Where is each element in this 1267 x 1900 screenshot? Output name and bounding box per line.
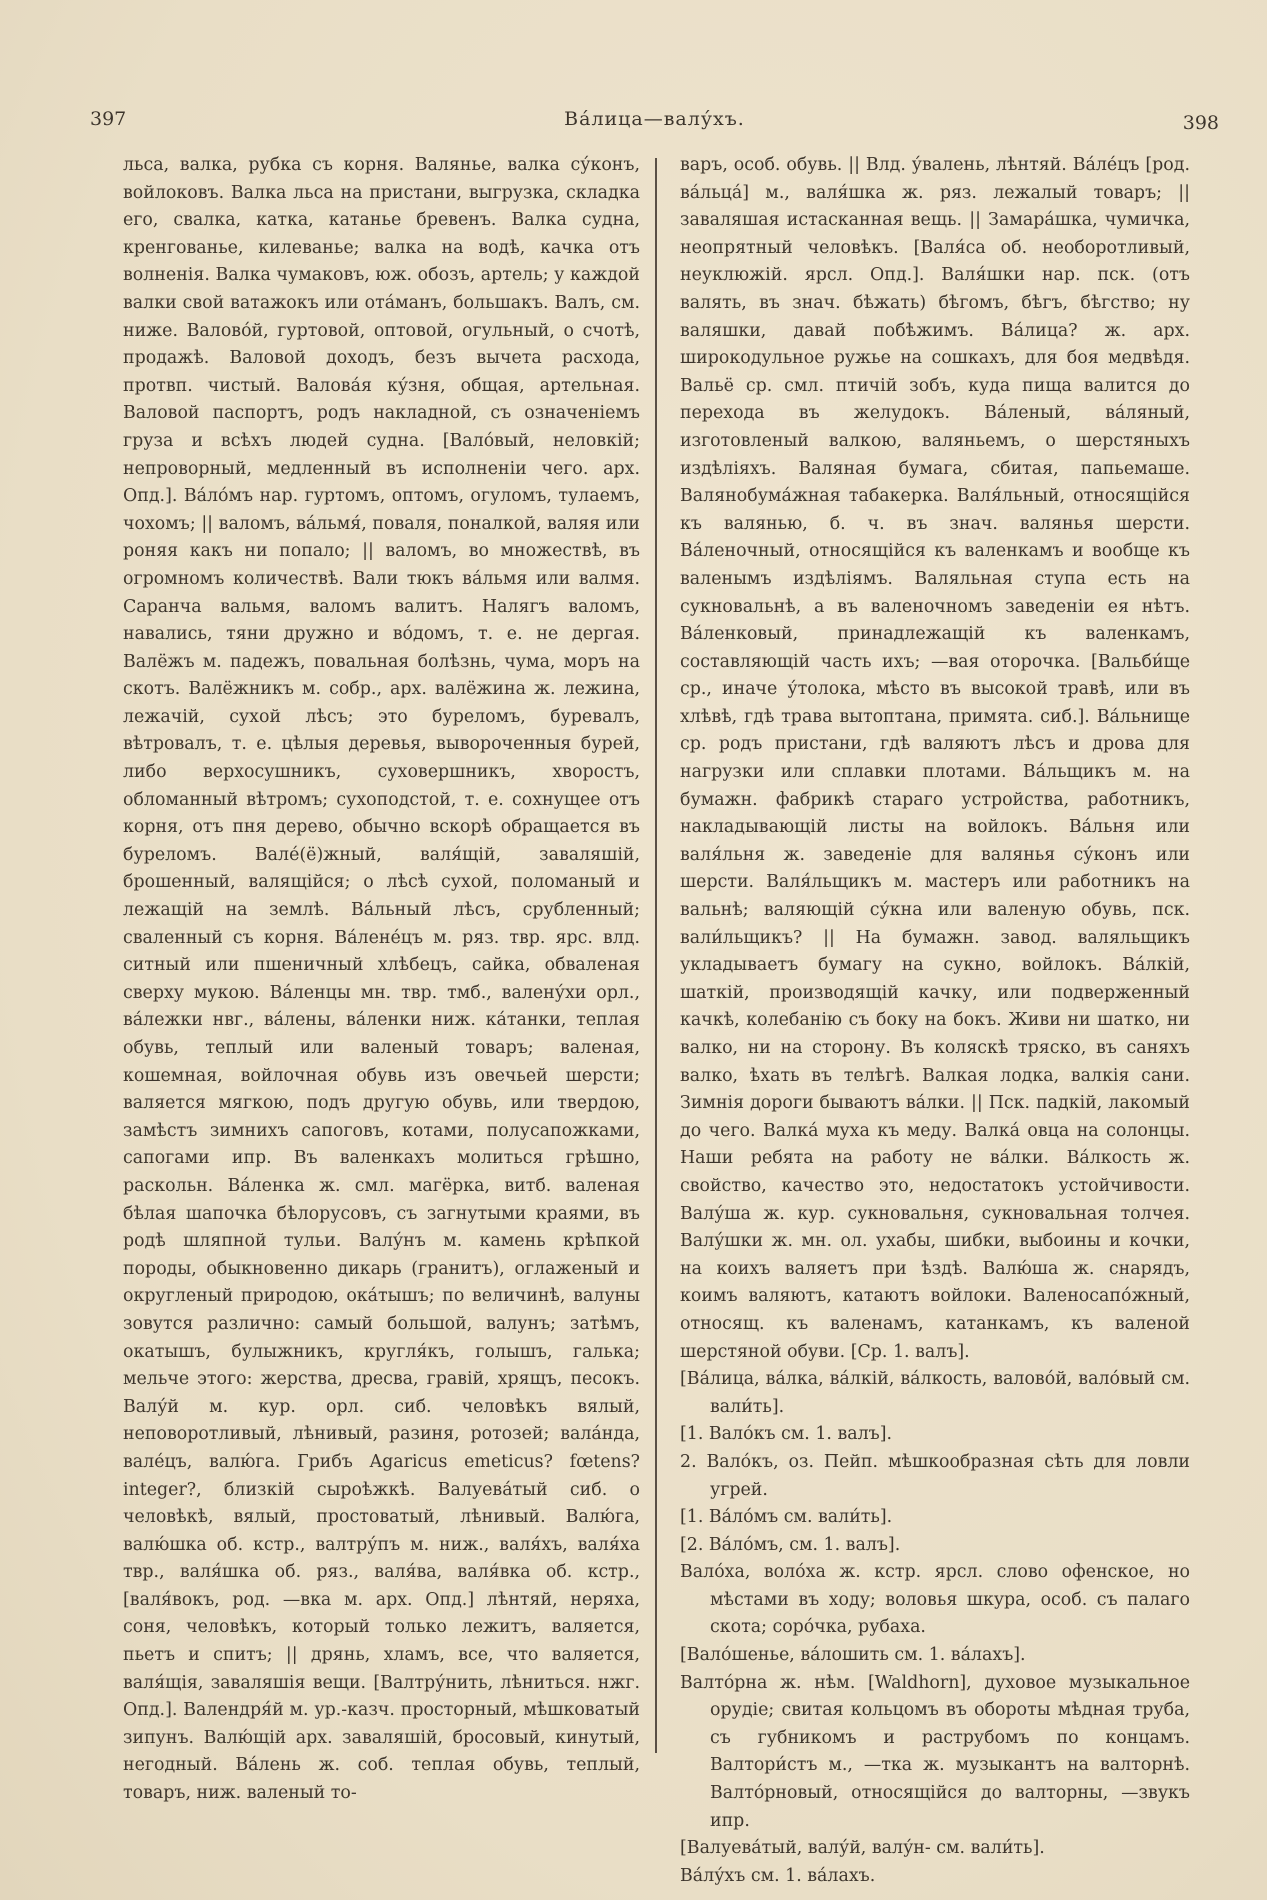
page-header [90, 108, 1219, 138]
entry-valok-1: [1. Вало́къ см. 1. валъ]. [680, 1424, 893, 1445]
running-head: Ва́лица—валу́хъ. [564, 108, 745, 130]
left-column [123, 152, 640, 1808]
right-column [680, 152, 1190, 1890]
entry-valuevaty-ref: [Валуева́тый, валу́й, валу́н- см. вали́ть]. [680, 1838, 1045, 1859]
entry-valtorna: Валто́рна ж. нѣм. [Waldhorn], духовое музыкальное орудіе; свитая кольцомъ въ обороты мѣдная труба, съ губникомъ и раструбомъ по концамъ. Валтори́стъ м., —тка ж. музыкантъ на валторнѣ. Валто́рновый, относящійся до валторны, —звукъ ипр. [680, 1672, 1190, 1831]
column-divider [655, 158, 657, 1753]
page-number-left: 397 [90, 108, 127, 130]
entry-valokha: Вало́ха, воло́ха ж. кстр. ярсл. слово офенское, но мѣстами въ ходу; воловья шкура, особ. съ палаго скота; соро́чка, рубаха. [680, 1562, 1190, 1638]
left-column-text: льса, валка, рубка съ корня. Валянье, валка су́конъ, войлоковъ. Валка льса на пристани, выгрузка, складка его, свалка, катка, катанье бревенъ. Валка судна, кренгованье, килеванье; валка на водѣ, качка отъ волненія. Валка чумаковъ, юж. обозъ, артель; у каждой валки свой ватажокъ или ота́манъ, большакъ. Валъ, см. ниже. Валово́й, гуртовой, оптовой, огульный, о счотѣ, продажѣ. Валовой доходъ, безъ вычета расхода, протвп. чистый. Валова́я ку́зня, общая, артельная. Валовой паспортъ, родъ накладной, съ означеніемъ груза и всѣхъ людей судна. [Вало́вый, неловкій; непроворный, медленный въ исполненіи чего. арх. Опд.]. Ва́ло́мъ нар. гуртомъ, оптомъ, огуломъ, тулаемъ, чохомъ; || валомъ, ва́льмя́, поваля, поналкой, валяя или роняя какъ ни попало; || валомъ, во множествѣ, въ огромномъ количествѣ. Вали тюкъ ва́льмя или валмя. Саранча вальмя, валомъ валитъ. Налягъ валомъ, навались, тяни дружно и во́домъ, т. е. не дергая. Валёжъ м. падежъ, повальная болѣзнь, чума, моръ на скотъ. Валёжникъ м. собр., арх. валёжина ж. лежина, лежачій, сухой лѣсъ; это буреломъ, буревалъ, вѣтровалъ, т. е. цѣлыя деревья, вывороченныя бурей, либо верхосушникъ, суховершникъ, хворостъ, обломанный вѣтромъ; сухоподстой, т. е. сохнущее отъ корня, отъ пня дерево, обычно вскорѣ обращается въ буреломъ. Вале́(ё)жный, валя́щій, заваляшій, брошенный, валящійся; о лѣсѣ сухой, поломаный и лежащій на землѣ. Ва́льный лѣсъ, срубленный; сваленный съ корня. Ва́лене́цъ м. ряз. твр. ярс. влд. ситный или пшеничный хлѣбецъ, сайка, обваленая сверху мукою. Ва́ленцы мн. твр. тмб., валену́хи орл., ва́лежки нвг., ва́лены, ва́ленки ниж. ка́танки, теплая обувь, теплый или валеный товаръ; валеная, кошемная, войлочная обувь изъ овечьей шерсти; валяется мягкою, подъ другую обувь, или твердою, замѣстъ зимнихъ сапоговъ, котами, полусапожками, сапогами ипр. Въ валенкахъ молиться грѣшно, раскольн. Ва́ленка ж. смл. магёрка, витб. валеная бѣлая шапочка бѣлорусовъ, съ загнутыми краями, въ родѣ шляпной тульи. Валу́нъ м. камень крѣпкой породы, обыкновенно дикарь (гранитъ), оглаженый и округленый природою, ока́тышъ; по величинѣ, валуны зовутся различно: самый большой, валунъ; затѣмъ, окатышъ, булыжникъ, кругля́къ, голышъ, галька; мельче этого: жерства, дресва, гравій, хрящъ, песокъ. Валу́й м. кур. орл. сиб. человѣкъ вялый, неповоротливый, лѣнивый, разиня, ротозей; вала́нда, вале́цъ, валю́га. Грибъ Agaricus emeticus? fœtens? integer?, близкій сыроѣжкѣ. Валуева́тый сиб. о человѣкѣ, вялый, простоватый, лѣнивый. Валю́га, валю́шка об. кстр., валтру́пъ м. ниж., валя́хъ, валя́ха твр., валя́шка об. ряз., валя́ва, валя́вка об. кстр., [валя́вокъ, род. —вка м. арх. Опд.] лѣнтяй, неряха, соня, человѣкъ, который только лежитъ, валяется, пьетъ и спитъ; || дрянь, хламъ, все, что валяется, валя́щія, заваляшія вещи. [Валтру́нить, лѣниться. нжг. Опд.]. Валендря́й м. ур.-казч. просторный, мѣшковатый зипунъ. Валю́щій арх. заваляшій, бросовый, кинутый, негодный. Ва́лень ж. соб. теплая обувь, теплый, товаръ, ниж. валеный то- [123, 155, 640, 1804]
entry-valoshenye: [Вало́шенье, ва́лошить см. 1. ва́лахъ]. [680, 1645, 1026, 1666]
entry-valom-2: [2. Ва́ло́мъ, см. 1. валъ]. [680, 1534, 901, 1555]
entry-valom-1: [1. Ва́ло́мъ см. вали́ть]. [680, 1507, 893, 1528]
entry-valok-2: 2. Вало́къ, оз. Пейп. мѣшкообразная сѣть для ловли угрей. [680, 1451, 1190, 1500]
right-column-text: варъ, особ. обувь. || Влд. у́валень, лѣнтяй. Ва́ле́цъ [род. ва́льца́] м., валя́шка ж. ряз. лежалый товаръ; || заваляшая истасканная вещь. || Замара́шка, чумичка, неопрятный человѣкъ. [Валя́са об. необоротливый, неуклюжій. ярсл. Опд.]. Валя́шки нар. пск. (отъ валять, въ знач. бѣжать) бѣгомъ, бѣгъ, бѣгство; ну валяшки, давай побѣжимъ. Ва́лица? ж. арх. широкодульное ружье на сошкахъ, для боя медвѣдя. Вальё ср. смл. птичій зобъ, куда пища валится до перехода въ желудокъ. Ва́леный, ва́ляный, изготовленый валкою, валяньемъ, о шерстяныхъ издѣліяхъ. Валяная бумага, сбитая, папьемаше. Валянобума́жная табакерка. Валя́льный, относящійся къ валянью, б. ч. въ знач. валянья шерсти. Ва́леночный, относящійся къ валенкамъ и вообще къ валенымъ издѣліямъ. Валяльная ступа есть на сукновальнѣ, а въ валеночномъ заведеніи ея нѣтъ. Ва́ленковый, принадлежащій къ валенкамъ, составляющій часть ихъ; —вая оторочка. [Вальби́ще ср., иначе у́толока, мѣсто въ высокой травѣ, или въ хлѣвѣ, гдѣ трава вытоптана, примята. сиб.]. Ва́льнище ср. родъ пристани, гдѣ валяютъ лѣсъ и дрова для нагрузки или сплавки плотами. Ва́льщикъ м. на бумажн. фабрикѣ стараго устройства, работникъ, накладывающій листы на войлокъ. Ва́льня или валя́льня ж. заведеніе для валянья су́конъ или шерсти. Валя́льщикъ м. мастеръ или работникъ на вальнѣ; валяющій су́кна или валеную обувь, пск. вали́льщикъ? || На бумажн. завод. валяльщикъ укладываетъ бумагу на сукно, войлокъ. Ва́лкій, шаткій, производящій качку, или подверженный качкѣ, колебанію съ боку на бокъ. Живи ни шатко, ни валко, ни на сторону. Въ коляскѣ тряско, въ саняхъ валко, ѣхать въ телѣгѣ. Валкая лодка, валкія сани. Зимнія дороги бываютъ ва́лки. || Пск. падкій, лакомый до чего. Валка́ муха къ меду. Валка́ овца на солонцы. Наши ребята на работу не ва́лки. Ва́лкость ж. свойство, качество это, недостатокъ устойчивости. Валу́ша ж. кур. сукновальня, сукновальная толчея. Валу́шки ж. мн. ол. ухабы, шибки, выбоины и кочки, на коихъ валяетъ при ѣздѣ. Валю́ша ж. снарядъ, коимъ валяютъ, катаютъ войлоки. Валеносапо́жный, относящ. къ валенамъ, катанкамъ, къ валеной шерстяной обуви. [Ср. 1. валъ]. [680, 155, 1190, 1362]
entry-valukh: Ва́лу́хъ см. 1. ва́лахъ. [680, 1865, 876, 1886]
page-number-right: 398 [1182, 112, 1219, 134]
entry-valitsa-ref: [Ва́лица, ва́лка, ва́лкій, ва́лкость, валово́й, вало́вый см. вали́ть]. [680, 1369, 1190, 1417]
